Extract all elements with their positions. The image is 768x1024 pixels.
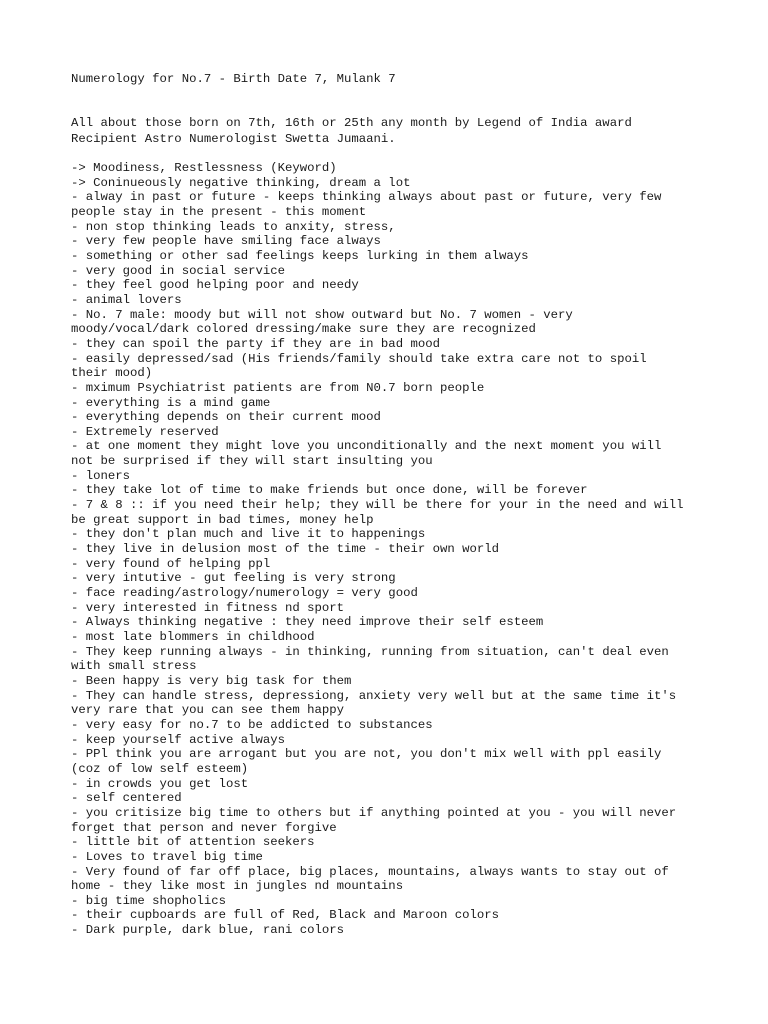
intro-paragraph xyxy=(71,115,728,147)
text-line: - they feel good helping poor and needy xyxy=(71,278,359,293)
text-line: - Always thinking negative : they need improve their self esteem xyxy=(71,615,544,630)
text-line: - face reading/astrology/numerology = very good xyxy=(71,586,418,601)
text-line: their mood) xyxy=(71,366,153,381)
document-title: Numerology for No.7 - Birth Date 7, Mulank 7 xyxy=(71,72,396,86)
text-line: - Loves to travel big time xyxy=(71,849,263,864)
body-text xyxy=(71,161,728,938)
text-line: - something or other sad feelings keeps lurking in them always xyxy=(71,248,529,263)
text-line: not be surprised if they will start insulting you xyxy=(71,454,433,469)
text-line: forget that person and never forgive xyxy=(71,820,337,835)
text-line: - keep yourself active always xyxy=(71,732,286,747)
text-line: - little bit of attention seekers xyxy=(71,835,315,850)
text-line: - Extremely reserved xyxy=(71,424,219,439)
text-line: - their cupboards are full of Red, Black and Maroon colors xyxy=(71,908,500,923)
intro-line: All about those born on 7th, 16th or 25th any month by Legend of India award xyxy=(71,116,632,130)
text-line: - very interested in fitness nd sport xyxy=(71,600,345,615)
text-line: - 7 & 8 :: if you need their help; they will be there for your in the need and will xyxy=(71,498,684,513)
text-line: - everything depends on their current mood xyxy=(71,410,381,425)
text-line: - very found of helping ppl xyxy=(71,556,271,571)
intro-line: Recipient Astro Numerologist Swetta Jumaani. xyxy=(71,132,396,146)
text-line: - They keep running always - in thinking, running from situation, can't deal even xyxy=(71,644,669,659)
text-line: - in crowds you get lost xyxy=(71,776,249,791)
text-line: (coz of low self esteem) xyxy=(71,761,249,776)
text-line: - very easy for no.7 to be addicted to substances xyxy=(71,717,433,732)
text-line: - they take lot of time to make friends but once done, will be forever xyxy=(71,483,588,498)
text-line: - They can handle stress, depressiong, anxiety very well but at the same time it's xyxy=(71,688,677,703)
text-line: - Been happy is very big task for them xyxy=(71,673,352,688)
text-line: - very intutive - gut feeling is very strong xyxy=(71,571,396,586)
text-line: - animal lovers xyxy=(71,292,182,307)
text-line: - loners xyxy=(71,468,131,483)
text-line: - very good in social service xyxy=(71,263,286,278)
text-line: - alway in past or future - keeps thinking always about past or future, very few xyxy=(71,190,662,205)
text-line: - you critisize big time to others but if anything pointed at you - you will never xyxy=(71,805,677,820)
text-line: - they don't plan much and live it to happenings xyxy=(71,527,426,542)
text-line: - self centered xyxy=(71,791,182,806)
text-line: home - they like most in jungles nd mountains xyxy=(71,879,404,894)
text-line: - No. 7 male: moody but will not show outward but No. 7 women - very xyxy=(71,307,573,322)
text-line: - PPl think you are arrogant but you are not, you don't mix well with ppl easily xyxy=(71,747,662,762)
text-line: - easily depressed/sad (His friends/family should take extra care not to spoil xyxy=(71,351,647,366)
text-line: - most late blommers in childhood xyxy=(71,630,315,644)
text-line: with small stress xyxy=(71,659,197,674)
text-line: - big time shopholics xyxy=(71,893,226,908)
text-line: moody/vocal/dark colored dressing/make sure they are recognized xyxy=(71,322,536,337)
text-line: - at one moment they might love you unconditionally and the next moment you will xyxy=(71,439,662,454)
text-line: - they can spoil the party if they are in bad mood xyxy=(71,336,440,351)
text-line: -> Moodiness, Restlessness (Keyword) xyxy=(71,161,337,175)
text-line: - everything is a mind game xyxy=(71,395,271,410)
text-line: -> Coninueously negative thinking, dream a lot xyxy=(71,175,411,190)
text-line: be great support in bad times, money help xyxy=(71,512,374,527)
text-line: - non stop thinking leads to anxity, stress, xyxy=(71,219,396,234)
text-line: - they live in delusion most of the time - their own world xyxy=(71,542,500,557)
text-line: very rare that you can see them happy xyxy=(71,703,345,718)
text-line: - Very found of far off place, big places, mountains, always wants to stay out of xyxy=(71,864,669,879)
text-line: people stay in the present - this moment xyxy=(71,204,367,219)
text-line: - mximum Psychiatrist patients are from N0.7 born people xyxy=(71,380,485,395)
text-line: - very few people have smiling face always xyxy=(71,234,381,249)
text-line: - Dark purple, dark blue, rani colors xyxy=(71,923,345,938)
